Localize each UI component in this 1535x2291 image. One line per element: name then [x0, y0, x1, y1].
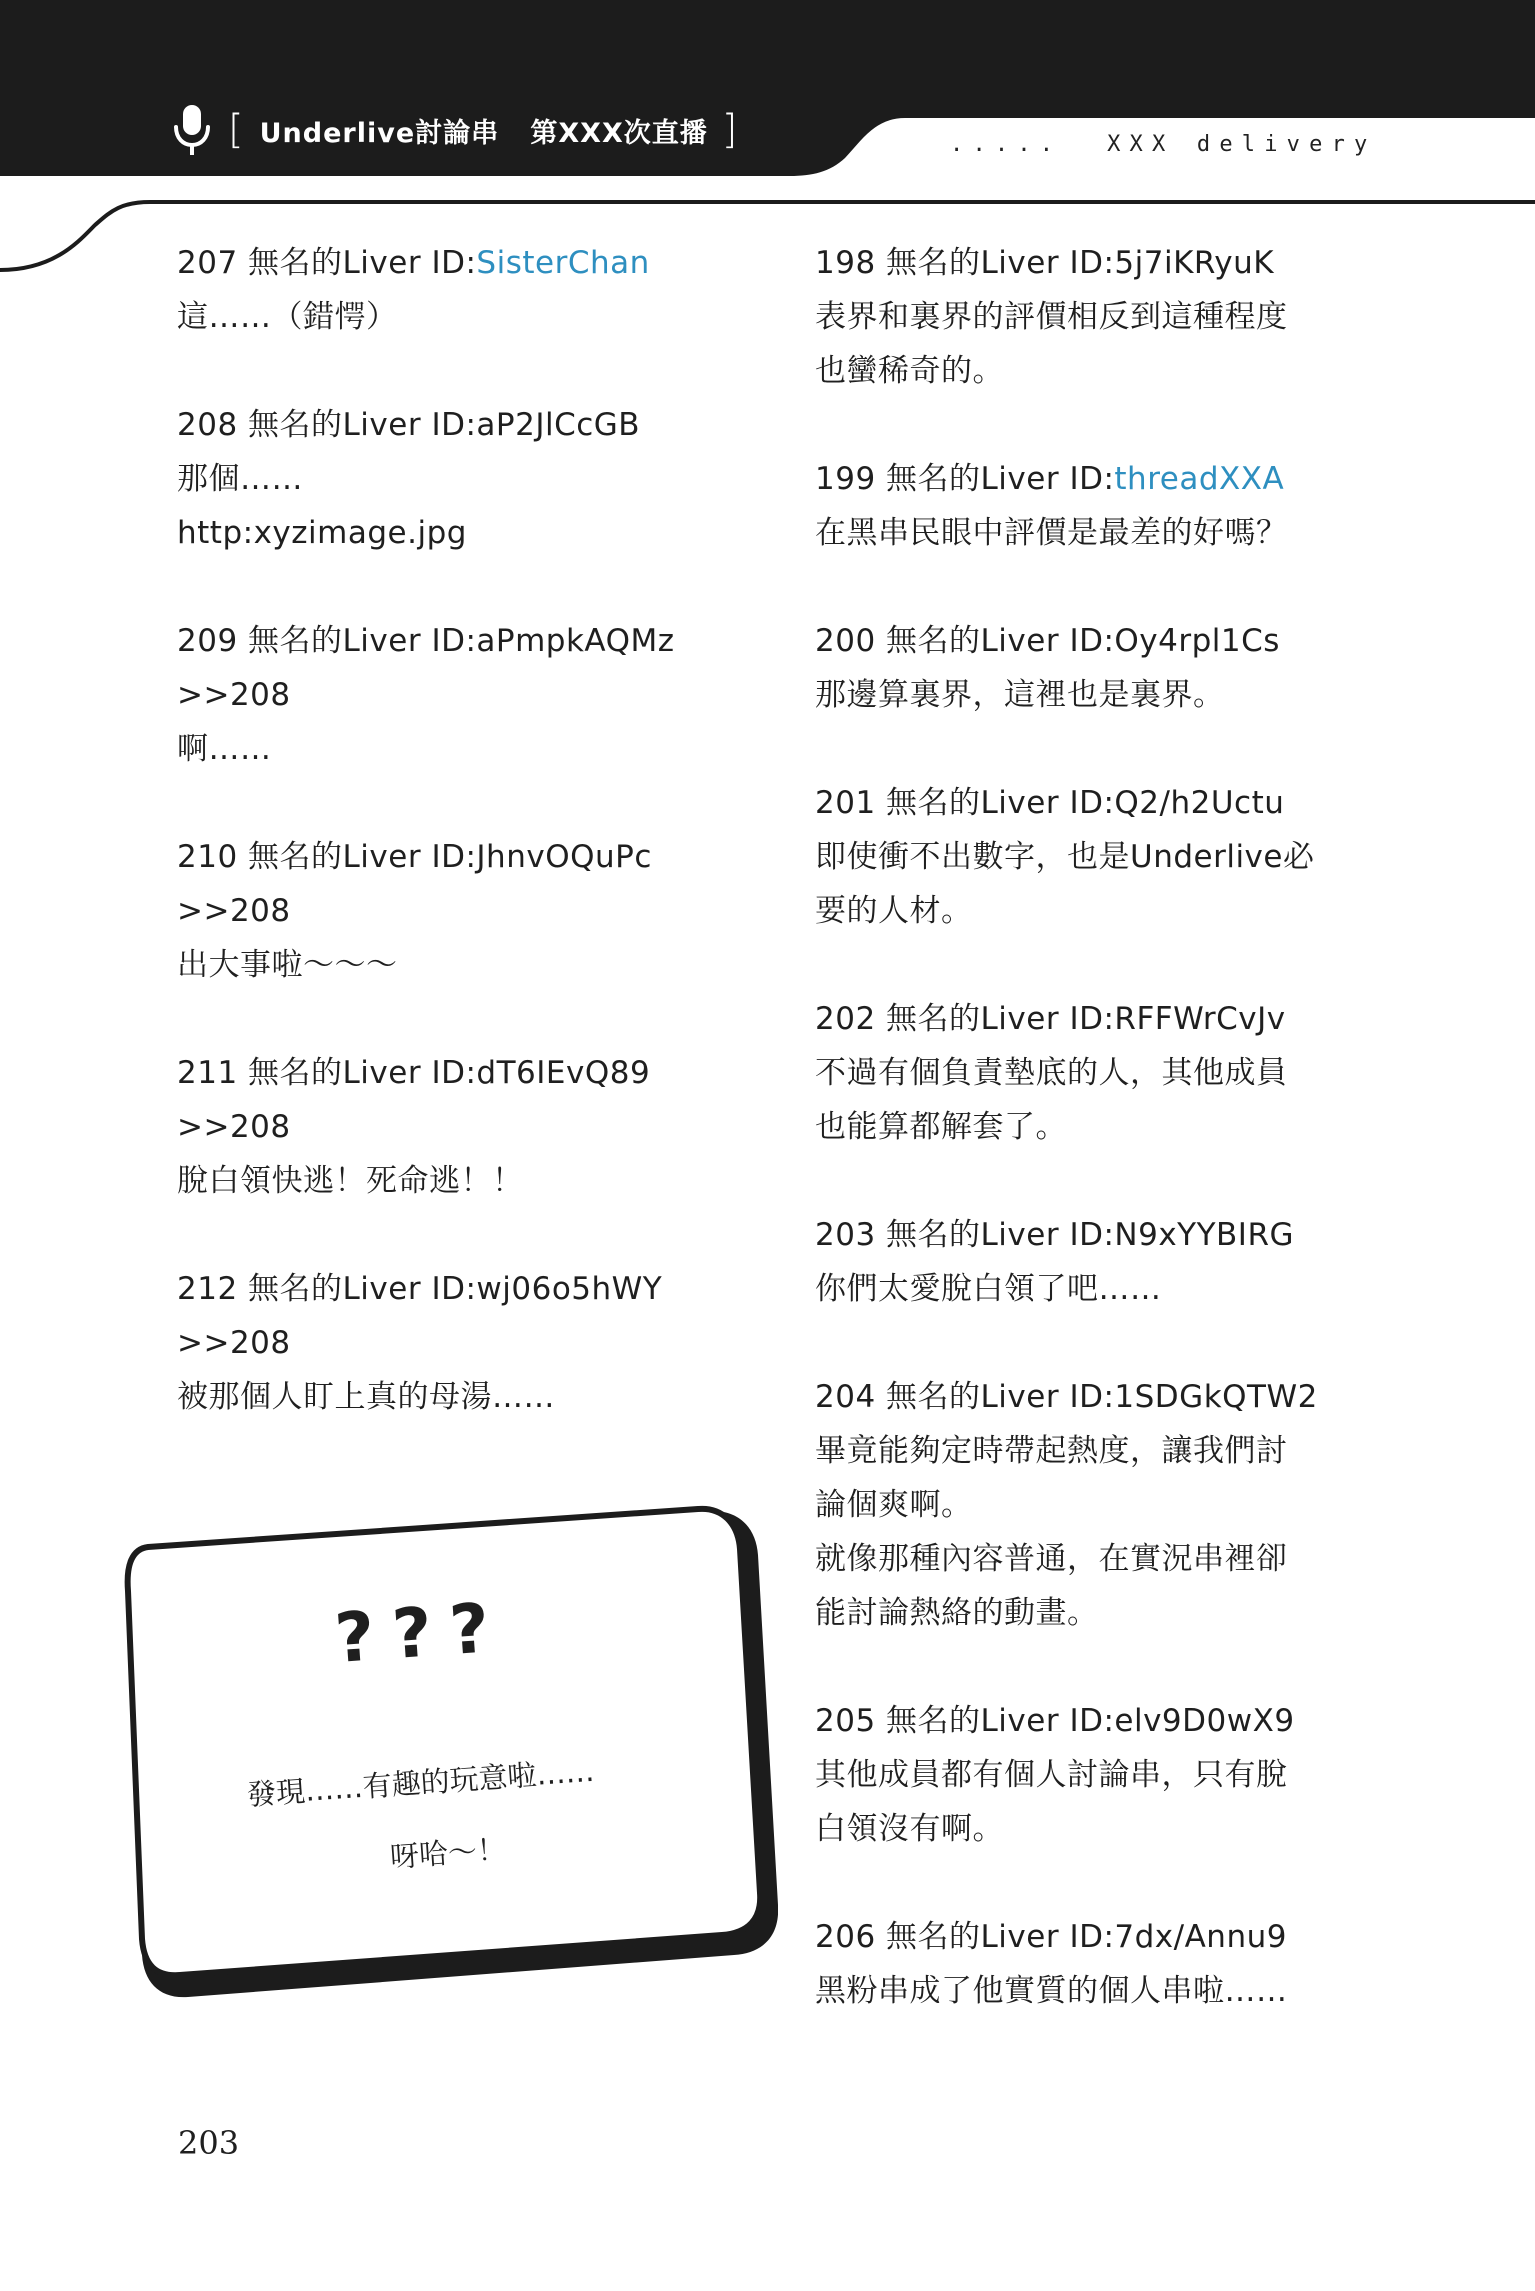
post-id: Oy4rpl1Cs	[1114, 623, 1280, 659]
post-number: 202	[815, 1001, 876, 1037]
left-post-column	[177, 236, 777, 1478]
post-body-line: >>208	[177, 893, 291, 929]
post-number: 205	[815, 1703, 876, 1739]
post-id-prefix: ID:	[431, 407, 477, 443]
post-body-line: 脫白領快逃！死命逃！！	[177, 1163, 524, 1199]
post-body-line: 黑粉串成了他實質的個人串啦……	[815, 1973, 1288, 2009]
post	[177, 614, 777, 776]
post-number: 200	[815, 623, 876, 659]
post-header	[177, 830, 777, 884]
post	[177, 1046, 777, 1208]
post-body-line: 不過有個負責墊底的人，其他成員	[815, 1055, 1288, 1091]
post-body-line: 那邊算裏界，這裡也是裏界。	[815, 677, 1225, 713]
post-header	[177, 236, 777, 290]
post-body-line: >>208	[177, 1109, 291, 1145]
post-number: 204	[815, 1379, 876, 1415]
card-question-marks: ???	[332, 1588, 510, 1679]
post-id-prefix: ID:	[431, 1055, 477, 1091]
post-id: aP2JlCcGB	[476, 407, 641, 443]
post-id-prefix: ID:	[1069, 1217, 1115, 1253]
post-id-prefix: ID:	[431, 1271, 477, 1307]
post-header	[815, 452, 1415, 506]
post-header	[815, 1910, 1415, 1964]
post-author: 無名的Liver	[886, 461, 1060, 497]
post-id-prefix: ID:	[1069, 461, 1115, 497]
post-header	[815, 776, 1415, 830]
post-number: 199	[815, 461, 876, 497]
post-author: 無名的Liver	[886, 1217, 1060, 1253]
post-header	[815, 236, 1415, 290]
post-id: Q2/h2Uctu	[1114, 785, 1285, 821]
post-number: 208	[177, 407, 238, 443]
post-id-prefix: ID:	[1069, 1919, 1115, 1955]
post-body-line: >>208	[177, 677, 291, 713]
post-id: elv9D0wX9	[1114, 1703, 1295, 1739]
post-header	[815, 1370, 1415, 1424]
post	[815, 992, 1415, 1154]
post-author: 無名的Liver	[248, 1055, 422, 1091]
post-id-prefix: ID:	[1069, 1379, 1115, 1415]
post-author: 無名的Liver	[886, 1703, 1060, 1739]
post	[177, 236, 777, 344]
post-header	[177, 614, 777, 668]
post-header	[815, 992, 1415, 1046]
post-number: 198	[815, 245, 876, 281]
post-author: 無名的Liver	[248, 1271, 422, 1307]
post-number: 201	[815, 785, 876, 821]
post-body-line: 要的人材。	[815, 893, 973, 929]
post-id-prefix: ID:	[1069, 245, 1115, 281]
post	[815, 614, 1415, 722]
post	[177, 830, 777, 992]
post	[177, 1262, 777, 1424]
header-subtitle: ..... XXX delivery	[950, 132, 1377, 157]
post-body-line: 也蠻稀奇的。	[815, 353, 1004, 389]
post-number: 203	[815, 1217, 876, 1253]
header-bracket-right: ]	[721, 107, 738, 153]
post	[815, 776, 1415, 938]
post-header	[177, 398, 777, 452]
post-number: 207	[177, 245, 238, 281]
post-author: 無名的Liver	[886, 623, 1060, 659]
post-body-line: http:xyzimage.jpg	[177, 515, 467, 551]
post-body-line: 在黑串民眼中評價是最差的好嗎？	[815, 515, 1288, 551]
post-header	[815, 1208, 1415, 1262]
post-body-line: 論個爽啊。	[815, 1487, 973, 1523]
post-id: RFFWrCvJv	[1114, 1001, 1286, 1037]
post-number: 212	[177, 1271, 238, 1307]
post-id: JhnvOQuPc	[476, 839, 652, 875]
post-body-line: 畢竟能夠定時帶起熱度，讓我們討	[815, 1433, 1288, 1469]
post-author: 無名的Liver	[886, 785, 1060, 821]
post-id: wj06o5hWY	[476, 1271, 663, 1307]
post-id: dT6IEvQ89	[476, 1055, 651, 1091]
post-id-prefix: ID:	[1069, 1001, 1115, 1037]
post-id: N9xYYBIRG	[1114, 1217, 1295, 1253]
post-body-line: 這……（錯愕）	[177, 299, 398, 335]
header-bracket-left: [	[228, 107, 244, 153]
card-text-line-2: 呀哈〜！	[388, 1831, 508, 1874]
page-number: 203	[178, 2124, 240, 2162]
post-author: 無名的Liver	[886, 245, 1060, 281]
post-id-prefix: ID:	[431, 245, 477, 281]
post-author: 無名的Liver	[248, 623, 422, 659]
post	[815, 236, 1415, 398]
post-body-line: 你們太愛脫白領了吧……	[815, 1271, 1162, 1307]
post-body-line: 其他成員都有個人討論串，只有脫	[815, 1757, 1288, 1793]
post-number: 211	[177, 1055, 238, 1091]
post-body-line: 即使衝不出數字，也是Underlive必	[815, 839, 1315, 875]
post-id: 5j7iKRyuK	[1114, 245, 1275, 281]
microphone-icon	[170, 103, 214, 157]
post-author: 無名的Liver	[886, 1919, 1060, 1955]
post-body-line: 就像那種內容普通，在實況串裡卻	[815, 1541, 1288, 1577]
post-body-line: 也能算都解套了。	[815, 1109, 1067, 1145]
post-id-prefix: ID:	[431, 623, 477, 659]
post	[815, 452, 1415, 560]
post-body-line: >>208	[177, 1325, 291, 1361]
post	[815, 1910, 1415, 2018]
post-body-line: 白領沒有啊。	[815, 1811, 1004, 1847]
post-body-line: 出大事啦〜〜〜	[177, 947, 398, 983]
post	[815, 1370, 1415, 1640]
post-body-line: 表界和裏界的評價相反到這種程度	[815, 299, 1288, 335]
header-title-group	[170, 100, 737, 160]
post-author: 無名的Liver	[886, 1001, 1060, 1037]
header-title: Underlive討論串 第XXX次直播	[259, 117, 708, 149]
post-body-line: 被那個人盯上真的母湯……	[177, 1379, 555, 1415]
post-id-prefix: ID:	[1069, 1703, 1115, 1739]
post-number: 210	[177, 839, 238, 875]
post-author: 無名的Liver	[248, 407, 422, 443]
right-post-column	[815, 236, 1415, 2072]
post	[815, 1694, 1415, 1856]
card-text-line-1: 發現……有趣的玩意啦……	[245, 1753, 596, 1812]
post-id-prefix: ID:	[1069, 623, 1115, 659]
post-body-line: 啊……	[177, 731, 272, 767]
post-number: 209	[177, 623, 238, 659]
post-id-link[interactable]: threadXXA	[1114, 461, 1285, 497]
post-header	[815, 1694, 1415, 1748]
post-author: 無名的Liver	[248, 839, 422, 875]
post-id-prefix: ID:	[431, 839, 477, 875]
post-header	[177, 1046, 777, 1100]
post-author: 無名的Liver	[886, 1379, 1060, 1415]
post-header	[815, 614, 1415, 668]
post-id-prefix: ID:	[1069, 785, 1115, 821]
post	[177, 398, 777, 560]
post	[815, 1208, 1415, 1316]
post-id: aPmpkAQMz	[476, 623, 675, 659]
post-id: 1SDGkQTW2	[1114, 1379, 1318, 1415]
post-header	[177, 1262, 777, 1316]
post-id-link[interactable]: SisterChan	[476, 245, 650, 281]
post-body-line: 能討論熱絡的動畫。	[815, 1595, 1099, 1631]
post-body-line: 那個……	[177, 461, 303, 497]
post-author: 無名的Liver	[248, 245, 422, 281]
post-id: 7dx/Annu9	[1114, 1919, 1287, 1955]
post-number: 206	[815, 1919, 876, 1955]
